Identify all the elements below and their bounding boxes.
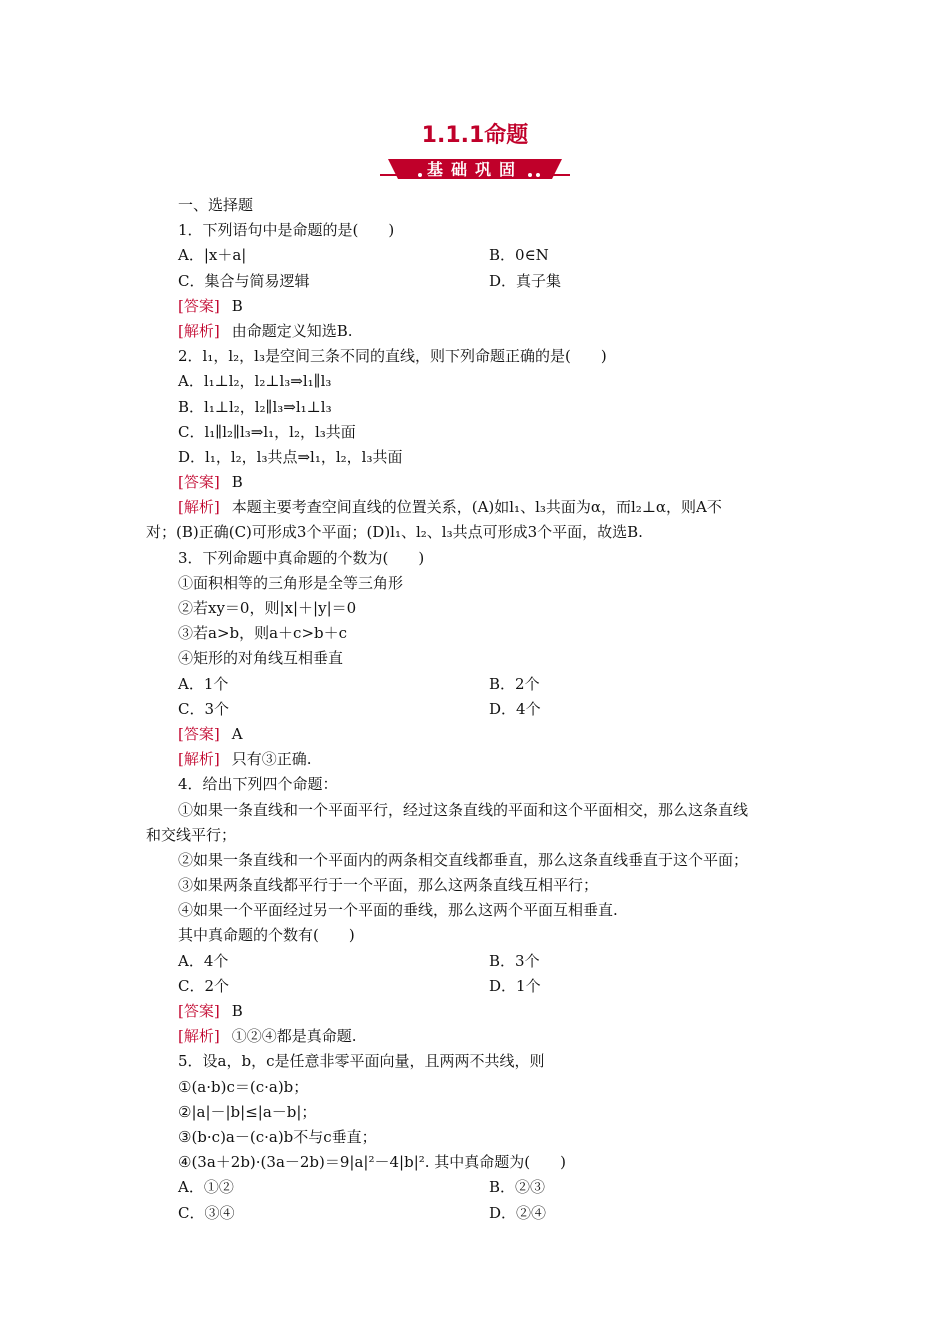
answer-tag: [答案] <box>178 1002 220 1020</box>
tag-text: ①②④都是真命题. <box>231 1027 357 1046</box>
analysis-tag: [解析] <box>178 321 220 340</box>
section-heading: 一、选择题 <box>178 196 254 214</box>
text-line: ②若xy＝0，则|x|＋|y|＝0 <box>178 599 357 617</box>
answer-line <box>146 722 811 747</box>
tag-text: B <box>231 1002 243 1020</box>
option-left: C．③④ <box>178 1203 235 1222</box>
answer-tag: [答案] <box>178 296 220 315</box>
option-left: C．2个 <box>178 976 230 995</box>
option-row <box>146 697 811 722</box>
option-left: A．1个 <box>178 674 229 693</box>
text-line: ③若a>b，则a＋c>b＋c <box>178 624 348 643</box>
text-line: ②如果一条直线和一个平面内的两条相交直线都垂直，那么这条直线垂直于这个平面； <box>178 850 749 869</box>
text-line: ①(a·b)c＝(c·a)b； <box>178 1077 309 1096</box>
analysis-tag: [解析] <box>178 750 220 769</box>
text-line: 1．下列语句中是命题的是( ) <box>178 221 395 240</box>
page-title: 1.1.1命题 <box>421 123 529 148</box>
option-right: B．3个 <box>489 951 540 970</box>
option-row <box>146 672 811 697</box>
tag-text: A <box>231 724 243 743</box>
text-line-continued: 对；(B)正确(C)可形成3个平面；(D)l₁、l₂、l₃共点可形成3个平面，故选B. <box>146 523 643 542</box>
text-line: ③(b·c)a－(c·a)b不与c垂直； <box>178 1127 377 1146</box>
option-row <box>146 974 811 999</box>
text-line-continued: 和交线平行； <box>146 825 237 844</box>
answer-tag: [答案] <box>178 724 220 743</box>
option-right: D．真子集 <box>489 271 562 290</box>
tag-text: 只有③正确. <box>231 750 312 769</box>
text-line: 3．下列命题中真命题的个数为( ) <box>178 548 425 567</box>
analysis-tag: [解析] <box>178 498 220 517</box>
option-left: A．①② <box>178 1178 234 1197</box>
text-line: ①面积相等的三角形是全等三角形 <box>178 573 404 592</box>
option-row <box>146 1175 811 1200</box>
option-row <box>146 1201 811 1226</box>
answer-line <box>146 470 811 495</box>
text-line: ④如果一个平面经过另一个平面的垂线，那么这两个平面互相垂直. <box>178 901 618 920</box>
option-left: A．|x＋a| <box>178 246 247 265</box>
option-row <box>146 949 811 974</box>
tag-text: 由命题定义知选B. <box>231 321 353 340</box>
option-right: B．0∈N <box>489 246 549 265</box>
text-line: ②|a|－|b|≤|a－b|； <box>178 1102 317 1121</box>
answer-line <box>146 999 811 1024</box>
analysis-line <box>146 1024 811 1049</box>
option-left: A．4个 <box>178 951 229 970</box>
text-line: B．l₁⊥l₂，l₂∥l₃⇒l₁⊥l₃ <box>178 397 332 416</box>
text-line: 其中真命题的个数有( ) <box>178 926 355 945</box>
text-line: C．l₁∥l₂∥l₃⇒l₁，l₂，l₃共面 <box>178 422 356 441</box>
option-right: D．1个 <box>489 976 541 995</box>
analysis-line <box>146 319 811 344</box>
text-line: A．l₁⊥l₂，l₂⊥l₃⇒l₁∥l₃ <box>178 372 332 391</box>
option-right: D．②④ <box>489 1203 547 1222</box>
text-line: 2．l₁，l₂，l₃是空间三条不同的直线，则下列命题正确的是( ) <box>178 347 607 366</box>
answer-line <box>146 294 811 319</box>
text-line: ①如果一条直线和一个平面平行，经过这条直线的平面和这个平面相交，那么这条直线 <box>178 800 749 819</box>
text-line: 4．给出下列四个命题： <box>178 775 338 794</box>
option-right: D．4个 <box>489 699 541 718</box>
analysis-line <box>146 747 811 772</box>
tag-text: 本题主要考查空间直线的位置关系，(A)如l₁、l₃共面为α，而l₂⊥α，则A不 <box>231 498 722 517</box>
answer-tag: [答案] <box>178 473 220 492</box>
text-line: ③如果两条直线都平行于一个平面，那么这两条直线互相平行； <box>178 876 599 895</box>
analysis-tag: [解析] <box>178 1027 220 1046</box>
text-line: D．l₁，l₂，l₃共点⇒l₁，l₂，l₃共面 <box>178 447 403 466</box>
option-row <box>146 243 811 268</box>
tag-text: B <box>231 473 243 492</box>
banner-label: 基础巩固 <box>426 160 523 179</box>
option-left: C．集合与简易逻辑 <box>178 271 310 290</box>
text-line: ④(3a＋2b)·(3a－2b)＝9|a|²－4|b|². 其中真命题为( ) <box>178 1153 567 1172</box>
analysis-line <box>146 495 811 520</box>
option-left: C．3个 <box>178 699 230 718</box>
text-line: ④矩形的对角线互相垂直 <box>178 649 344 668</box>
text-line: 5．设a，b，c是任意非零平面向量，且两两不共线，则 <box>178 1052 545 1071</box>
tag-text: B <box>231 296 243 315</box>
option-right: B．2个 <box>489 674 540 693</box>
option-right: B．②③ <box>489 1178 546 1197</box>
option-row <box>146 269 811 294</box>
question-content <box>146 193 811 1226</box>
